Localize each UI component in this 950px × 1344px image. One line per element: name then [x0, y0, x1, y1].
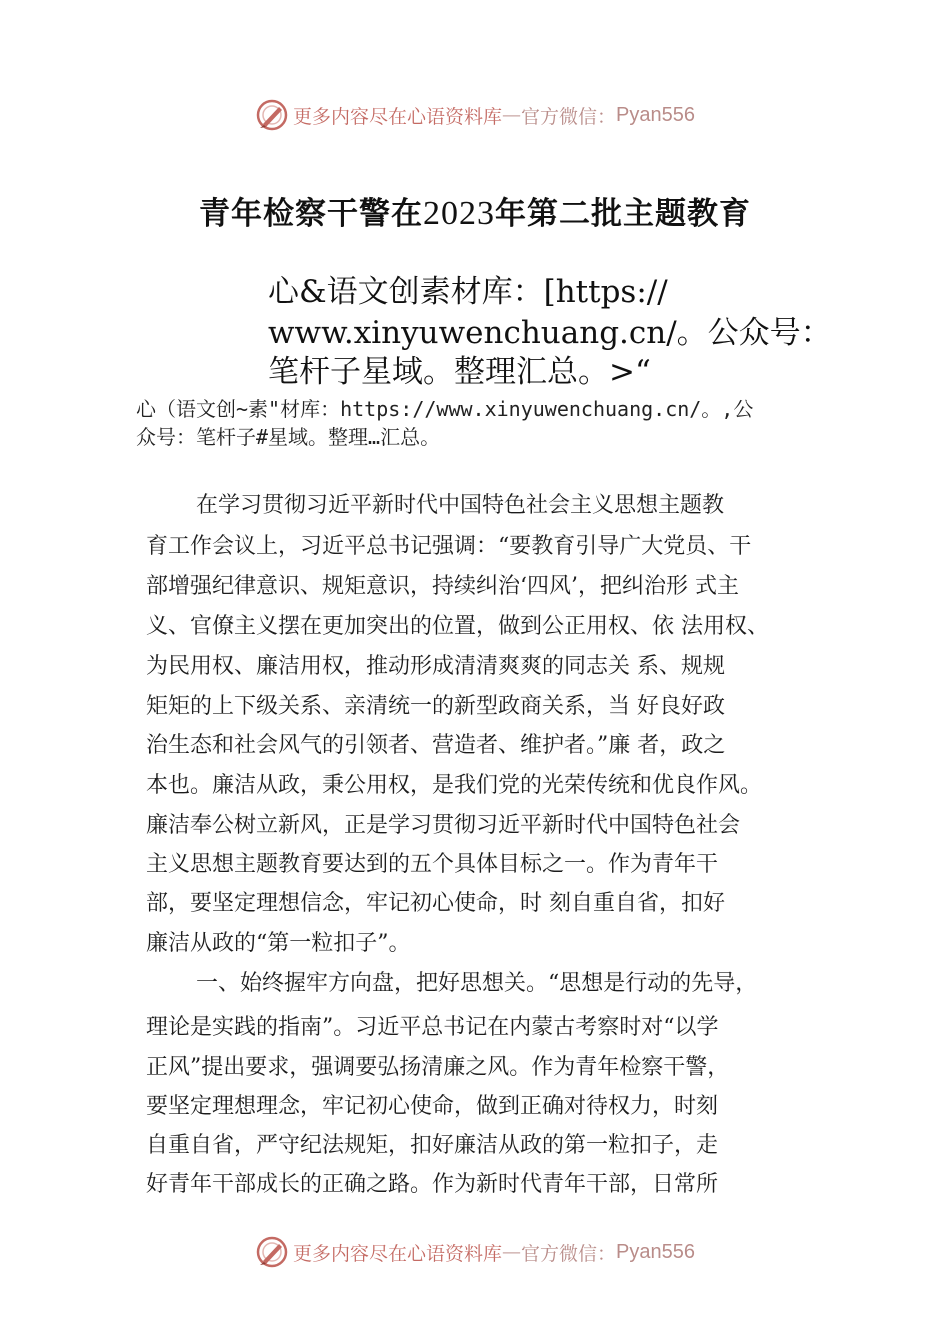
- body-line: 要坚定理想理念，牢记初心使命，做到正确对待权力，时刻: [146, 1094, 719, 1119]
- body-line: 一、始终握牢方向盘，把好思想关。“思想是行动的先导，: [196, 971, 758, 996]
- banner-text: 更多内容尽在心语资料库: [293, 105, 503, 128]
- body-line: 理论是实践的指南”。习近平总书记在内蒙古考察时对“以学: [146, 1015, 719, 1040]
- body-line: 义、官僚主义摆在更加突出的位置，做到公正用权、依 法用权、: [146, 614, 769, 639]
- footer-banner: [0, 1232, 950, 1272]
- source-mono-line: 众号：笔杆子#星域。整理…汇总。: [136, 425, 441, 449]
- document-title: [0, 188, 950, 233]
- body-line: 部，要坚定理想信念，牢记初心使命，时 刻自重自省，扣好: [146, 891, 725, 916]
- body-line: 育工作会议上，习近平总书记强调：“要教育引导广大党员、干: [146, 534, 752, 559]
- body-line: 正风”提出要求，强调要弘扬清廉之风。作为青年检察干警，: [146, 1055, 730, 1080]
- body-line: 在学习贯彻习近平新时代中国特色社会主义思想主题教: [196, 493, 725, 518]
- source-line: www.xinyuwenchuang.cn/。公众号：: [268, 315, 832, 351]
- body-line: 矩矩的上下级关系、亲清统一的新型政商关系，当 好良好政: [146, 694, 725, 719]
- title-suffix: 年第二批主题教育: [495, 196, 751, 232]
- body-line: 治生态和社会风气的引领者、营造者、维护者。”廉 者，政之: [146, 733, 726, 758]
- body-line: 为民用权、廉洁用权，推动形成清清爽爽的同志关 系、规规: [146, 654, 725, 679]
- banner-separator: —: [502, 104, 522, 126]
- title-prefix: 青年检察干警在: [199, 196, 423, 232]
- title-year: 2023: [423, 195, 495, 232]
- body-line: 主义思想主题教育要达到的五个具体目标之一。作为青年干: [146, 852, 719, 877]
- body-line: 廉洁奉公树立新风，正是学习贯彻习近平新时代中国特色社会: [146, 813, 741, 838]
- source-mono-line: 心（语文创~素"材库：https://www.xinyuwenchuang.cn/。,公: [136, 397, 754, 421]
- body-line: 本也。廉洁从政，秉公用权，是我们党的光荣传统和优良作风。: [146, 773, 763, 798]
- header-banner: [0, 95, 950, 135]
- body-line: 自重自省，严守纪法规矩，扣好廉洁从政的第一粒扣子，走: [146, 1133, 719, 1158]
- banner-wechat-id: Pyan556: [616, 1240, 695, 1263]
- banner-wechat-label: 官方微信：: [521, 105, 617, 128]
- body-line: 好青年干部成长的正确之路。作为新时代青年干部，日常所: [146, 1172, 719, 1197]
- body-line: 廉洁从政的“第一粒扣子”。: [146, 931, 411, 956]
- banner-separator: —: [502, 1241, 522, 1263]
- banner-text: 更多内容尽在心语资料库: [293, 1242, 503, 1265]
- source-line: 笔杆子星域。整理汇总。>“: [268, 354, 651, 390]
- pen-logo-icon: [255, 98, 289, 132]
- source-line: 心&语文创素材库：[https://: [268, 274, 668, 310]
- body-line: 部增强纪律意识、规矩意识，持续纠治‘四风’，把纠治形 式主: [146, 574, 739, 599]
- pen-logo-icon: [255, 1235, 289, 1269]
- banner-wechat-id: Pyan556: [616, 103, 695, 126]
- banner-wechat-label: 官方微信：: [521, 1242, 617, 1265]
